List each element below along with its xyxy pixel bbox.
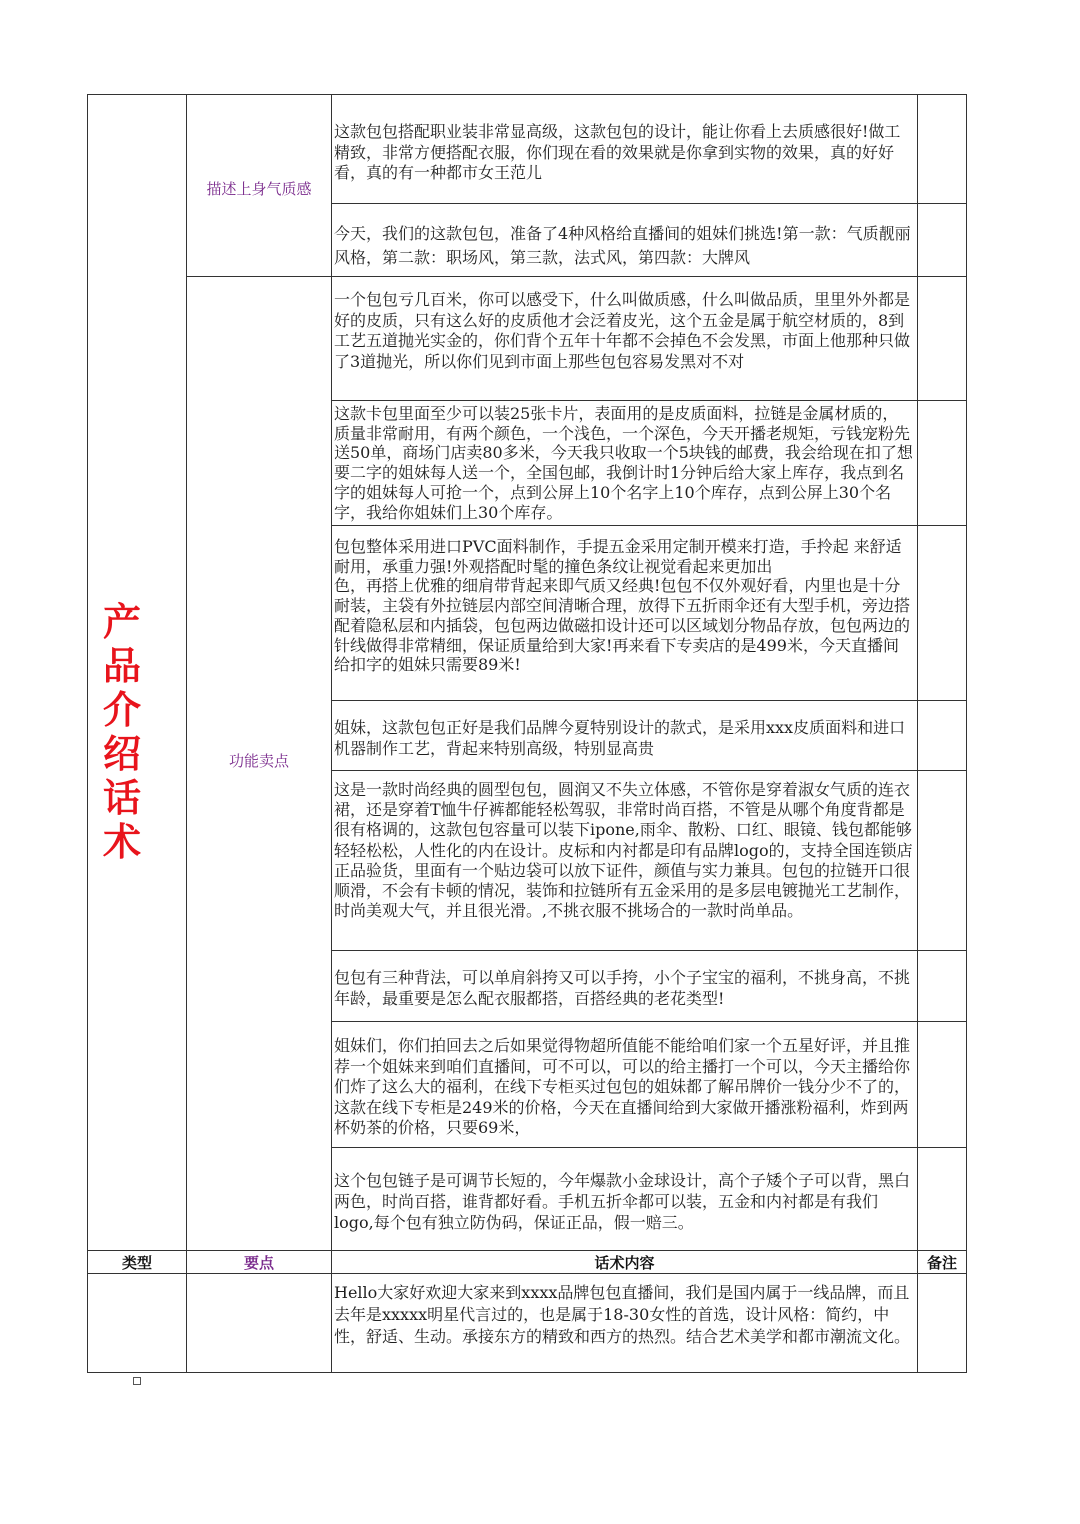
script-text: 这款包包搭配职业装非常显高级，这款包包的设计，能让你看上去质感很好!做工精致，非常方便搭配衣服，你们现在看的效果就是你拿到实物的效果，真的好好看，真的有一种都市女王范儿 — [334, 122, 901, 182]
header-top-border — [87, 1250, 967, 1251]
script-text: 今天，我们的这款包包，准备了4种风格给直播间的姐妹们挑选!第一款：气质靓丽风格，第二款：职场风，第三款，法式风，第四款：大牌风 — [334, 224, 911, 267]
section-title — [100, 600, 144, 864]
row-divider — [331, 400, 967, 401]
script-text: 这个包包链子是可调节长短的，今年爆款小金球设计，高个子矮个子可以背，黑白两色，时尚百搭，谁背都好看。手机五折伞都可以装，五金和内衬都是有我们logo,每个包有独立防伪码，保证正品，假一赔三。 — [334, 1171, 911, 1232]
header-type: 类型 — [121, 1254, 152, 1272]
section-title-char: 产 — [102, 600, 141, 644]
row-divider — [331, 525, 967, 526]
script-text: 这是一款时尚经典的圆型包包，圆润又不失立体感，不管你是穿着淑女气质的连衣裙，还是穿着T恤牛仔裤都能轻松驾驭，非常时尚百搭，不管是从哪个角度背都是很有格调的，这款包包容量可以装下ipone,雨伞、散粉、口红、眼镜、钱包都能够轻轻松松，人性化的内在设计。皮标和内衬都是印有品牌logo的，支持全国连锁店正品验货，里面有一个贴边袋可以放下证件，颜值与实力兼具。包包的拉链开口很顺滑，不会有卡顿的情况，装饰和拉链所有五金采用的是多层电镀抛光工艺制作，时尚美观大气，并且很光滑。,不挑衣服不挑场合的一款时尚单品。 — [334, 780, 913, 921]
table-left-border — [87, 94, 88, 1373]
group-label-features: 功能卖点 — [228, 752, 289, 770]
section-title-char: 品 — [102, 644, 141, 688]
intro-text: Hello大家好欢迎大家来到xxxx品牌包包直播间，我们是国内属于一线品牌，而且去年是xxxxx明星代言过的，也是属于18-30女性的首选，设计风格：简约，中性，舒适、生动。承接东方的精致和西方的热烈。结合艺术美学和都市潮流文化。 — [334, 1283, 911, 1346]
section-title-char: 绍 — [102, 732, 141, 776]
row-divider — [331, 700, 967, 701]
script-text: 姐妹们，你们拍回去之后如果觉得物超所值能不能给咱们家一个五星好评，并且推荐一个姐妹来到咱们直播间，可不可以，可以的给主播打一个可以，今天主播给你们炸了这么大的福利，在线下专柜买过包包的姐妹都了解吊牌价一钱分少不了的，这款在线下专柜是249米的价格，今天在直播间给到大家做开播涨粉福利，炸到两杯奶茶的价格，只要69米， — [334, 1036, 911, 1137]
section-title-char: 话 — [102, 776, 141, 820]
header-bottom-border — [87, 1273, 967, 1274]
script-text: 包包整体采用进口PVC面料制作，手提五金采用定制开模来打造，手拎起 来舒适耐用，承重力强!外观搭配时髦的撞色条纹让视觉看起来更加出 色，再搭上优雅的细肩带背起来即气质又经典!包包不仅外观好看，内里也是十分耐装，主袋有外拉链层内部空间清晰合理，放得下五折雨伞还有大型手机，旁边搭配着隐私层和内插袋，包包两边做磁扣设计还可以区域划分物品存放，包包两边的针线做得非常精细，保证质量给到大家!再来看下专卖店的是499米，今天直播间给扣字的姐妹只需要89米! — [334, 537, 911, 675]
header-key-point: 要点 — [243, 1254, 274, 1272]
table-right-border — [966, 94, 967, 1373]
script-text: 姐妹，这款包包正好是我们品牌今夏特别设计的款式，是采用xxx皮质面料和进口机器制作工艺，背起来特别高级，特别显高贵 — [334, 718, 906, 758]
column-divider-1 — [186, 94, 187, 1373]
row-divider — [331, 1147, 967, 1148]
section-title-char: 术 — [102, 820, 141, 864]
row-divider — [331, 203, 967, 204]
column-divider-2 — [331, 94, 332, 1373]
header-content: 话术内容 — [594, 1254, 655, 1272]
group-divider — [186, 276, 967, 277]
row-divider — [331, 950, 967, 951]
section-title-char: 介 — [102, 688, 141, 732]
table-top-border — [87, 94, 967, 95]
checkbox-mark — [133, 1377, 141, 1385]
row-divider — [331, 770, 967, 771]
script-text: 一个包包亏几百米，你可以感受下，什么叫做质感，什么叫做品质，里里外外都是好的皮质，只有这么好的皮质他才会泛着皮光，这个五金是属于航空材质的，8到工艺五道抛光实金的，你们背个五年十年都不会掉色不会发黑，市面上他那种只做了3道抛光，所以你们见到市面上那些包包容易发黑对不对 — [334, 290, 911, 371]
script-text: 这款卡包里面至少可以装25张卡片，表面用的是皮质面料，拉链是金属材质的，质量非常耐用，有两个颜色，一个浅色，一个深色，今天开播老规矩，亏钱宠粉先送50单，商场门店卖80多米，今天我只收取一个5块钱的邮费，我会给现在扣了想要二字的姐妹每人送一个，全国包邮，我倒计时1分钟后给大家上库存，我点到名字的姐妹每人可抢一个，点到公屏上10个名字上10个库存，点到公屏上30个名字，我给你姐妹们上30个库存。 — [334, 404, 913, 522]
column-divider-3 — [917, 94, 918, 1373]
script-text: 包包有三种背法，可以单肩斜挎又可以手挎，小个子宝宝的福利，不挑身高，不挑年龄，最重要是怎么配衣服都搭，百搭经典的老花类型! — [334, 968, 911, 1008]
table-bottom-border — [87, 1372, 967, 1373]
row-divider — [331, 1021, 967, 1022]
header-note: 备注 — [926, 1254, 957, 1272]
group-label-temperament: 描述上身气质感 — [206, 180, 312, 198]
